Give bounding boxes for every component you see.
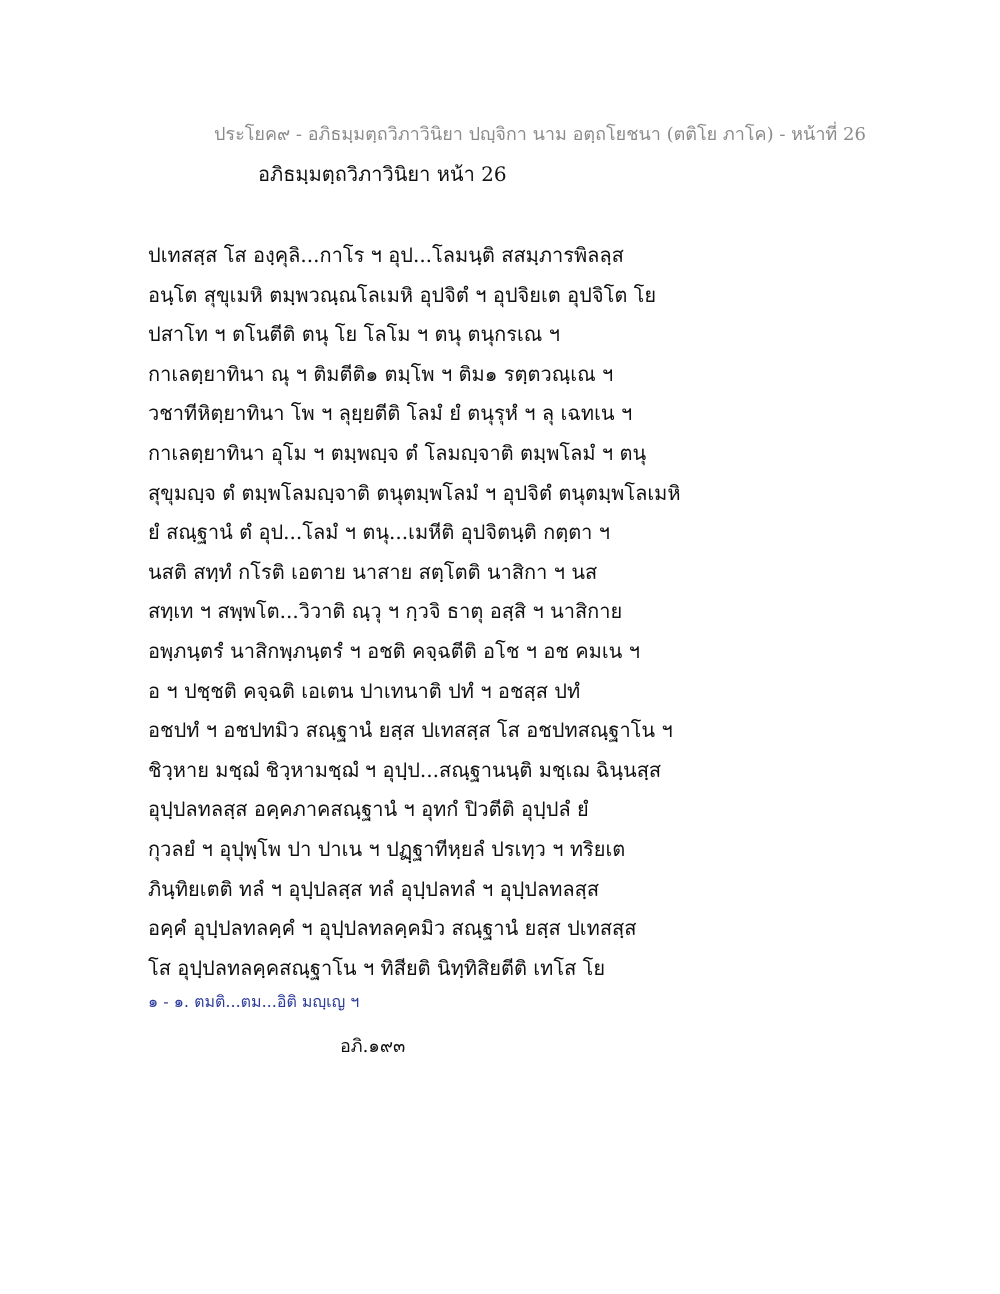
text-line: ชิวฺหาย มชฺฌํ ชิวฺหามชฺฌํ ฯ อุปฺป...สณฺฐานนฺติ มชฺเฌ ฉินฺนสฺส xyxy=(148,757,662,782)
text-line: กุวลยํ ฯ อุปุพฺโพ ปา ปาเน ฯ ปฏฺฐาทีหฺยลํ ปรเทฺว ฯ ทริยเต xyxy=(148,836,626,861)
text-line: อพฺภนฺตรํ นาสิกพฺภนฺตรํ ฯ อชติ คจฺฉตีติ อโช ฯ อช คมเน ฯ xyxy=(148,638,640,663)
footnote: ๑ - ๑. ตมติ...ตม...อิติ มญฺเญ ฯ xyxy=(148,992,360,1011)
text-line: อนฺโต สุขุเมหิ ตมฺพวณฺณโลเมหิ อุปจิตํ ฯ อุปจิยเต อุปจิโต โย xyxy=(148,282,657,307)
text-line: นสติ สทฺทํ กโรติ เอตาย นาสาย สตฺโตติ นาสิกา ฯ นส xyxy=(148,559,598,584)
text-line: โส อุปฺปลทลคฺคสณฺฐาโน ฯ ทิสียติ นิทฺทิสิยตีติ เทโส โย xyxy=(148,955,606,980)
text-line: ภินฺทิยเตติ ทลํ ฯ อุปฺปลสฺส ทลํ อุปฺปลทลํ ฯ อุปฺปลทลสฺส xyxy=(148,876,600,901)
text-line: อุปฺปลทลสฺส อคฺคภาคสณฺฐานํ ฯ อุทกํ ปิวตีติ อุปฺปลํ ยํ xyxy=(148,797,589,822)
page-title: อภิธมฺมตฺถวิภาวินิยา หน้า 26 xyxy=(258,162,507,186)
text-line: อคฺคํ อุปฺปลทลคฺคํ ฯ อุปฺปลทลคฺคมิว สณฺฐานํ ยสฺส ปเทสสฺส xyxy=(148,916,637,941)
text-line: อ ฯ ปชฺชติ คจฺฉติ เอเตน ปาเทนาติ ปทํ ฯ อชสฺส ปทํ xyxy=(148,678,581,703)
text-line: ปเทสสฺส โส องฺคุลิ...กาโร ฯ อุป...โลมนฺติ สสมฺภารพิลลฺส xyxy=(148,243,624,267)
text-line: วชาทีหิตฺยาทินา โพ ฯ ลุยฺยตีติ โลมํ ยํ ตนุรุหํ ฯ ลุ เฉทเน ฯ xyxy=(148,401,633,426)
text-line: อชปทํ ฯ อชปทมิว สณฺฐานํ ยสฺส ปเทสสฺส โส อชปทสณฺฐาโน ฯ xyxy=(148,718,673,743)
text-line: กาเลตฺยาทินา อุโม ฯ ตมฺพญฺจ ตํ โลมญฺจาติ ตมฺพโลมํ ฯ ตนุ xyxy=(148,440,647,465)
text-line: สทฺเท ฯ สพฺพโต...วิวาติ ณฺวุ ฯ กฺวจิ ธาตุ อสฺสิ ฯ นาสิกาย xyxy=(148,599,623,624)
text-line: ยํ สณฺฐานํ ตํ อุป...โลมํ ฯ ตนุ...เมหีติ อุปจิตนฺติ กตฺตา ฯ xyxy=(148,520,611,545)
running-header: ประโยค๙ - อภิธมฺมตฺถวิภาวินิยา ปญฺจิกา นาม อตฺถโยชนา (ตติโย ภาโค) - หน้าที่ 26 xyxy=(214,124,866,145)
text-line: ปสาโท ฯ ตโนตีติ ตนุ โย โลโม ฯ ตนุ ตนุกรเณ ฯ xyxy=(148,322,560,347)
text-line: สุขุมญฺจ ตํ ตมฺพโลมญฺจาติ ตนุตมฺพโลมํ ฯ อุปจิตํ ตนุตมฺพโลเมหิ xyxy=(148,480,681,505)
page-marker: อภิ.๑๙๓ xyxy=(340,1036,406,1057)
text-line: กาเลตฺยาทินา ณุ ฯ ติมตีติ๑ ตมฺโพ ฯ ติม๑ รตฺตวณฺเณ ฯ xyxy=(148,361,614,386)
body-text xyxy=(148,236,968,988)
